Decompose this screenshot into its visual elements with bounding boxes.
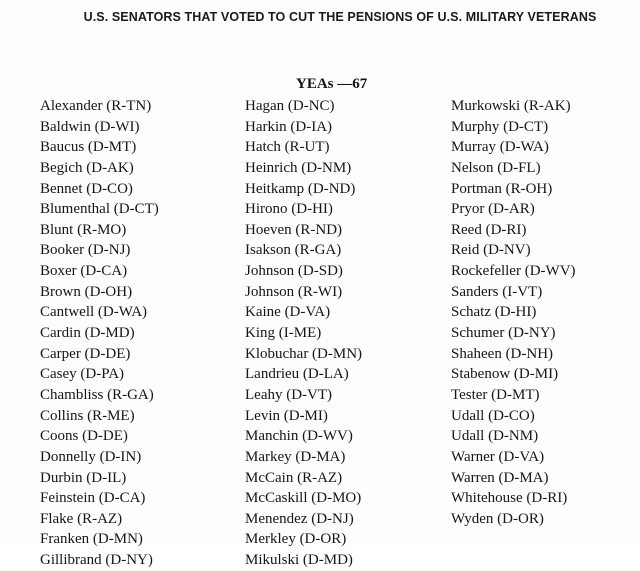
senator-entry: Cardin (D-MD) [40, 325, 135, 342]
senator-entry: Murkowski (R-AK) [451, 98, 571, 114]
senator-entry: Baucus (D-MT) [40, 139, 137, 156]
senator-entry: Mikulski (D-MD) [245, 552, 353, 569]
senator-entry: Hirono (D-HI) [245, 201, 333, 218]
senator-entry: Murray (D-WA) [451, 139, 549, 156]
senator-entry: Heitkamp (D-ND) [245, 180, 356, 197]
senator-entry: Cantwell (D-WA) [40, 304, 148, 321]
senator-entry: Levin (D-MI) [245, 407, 328, 424]
senator-entry: Heinrich (D-NM) [245, 159, 352, 176]
document-title: U.S. SENATORS THAT VOTED TO CUT THE PENSIONS OF U.S. MILITARY VETERANS [83, 10, 597, 24]
senator-entry: Durbin (D-IL) [40, 469, 127, 486]
senator-entry: Donnelly (D-IN) [40, 448, 142, 465]
senator-entry: Stabenow (D-MI) [451, 366, 559, 383]
senator-entry: Sanders (I-VT) [451, 283, 543, 300]
senator-entry: Reid (D-NV) [451, 242, 531, 259]
senator-entry: Portman (R-OH) [451, 180, 553, 197]
senator-entry: Udall (D-CO) [451, 407, 535, 424]
senator-entry: Hoeven (R-ND) [245, 221, 343, 238]
senator-entry: Baldwin (D-WI) [40, 118, 140, 135]
senator-entry: Casey (D-PA) [40, 366, 125, 383]
senator-entry: Blumenthal (D-CT) [40, 201, 159, 218]
senator-entry: McCaskill (D-MO) [245, 490, 362, 507]
senator-entry: Menendez (D-NJ) [245, 510, 354, 527]
senator-entry: Carper (D-DE) [40, 345, 131, 362]
senator-entry: Leahy (D-VT) [245, 386, 333, 403]
senator-entry: Reed (D-RI) [451, 221, 527, 238]
senator-entry: Hagan (D-NC) [245, 98, 335, 114]
senator-entry: Booker (D-NJ) [40, 242, 131, 259]
senator-entry: Pryor (D-AR) [451, 201, 535, 218]
senator-entry: Landrieu (D-LA) [245, 366, 349, 383]
senator-entry: Manchin (D-WV) [245, 428, 353, 445]
senator-entry: Blunt (R-MO) [40, 221, 127, 238]
senator-entry: Coons (D-DE) [40, 428, 128, 445]
senator-entry: Wyden (D-OR) [451, 510, 544, 527]
senator-entry: Tester (D-MT) [451, 386, 540, 403]
senator-entry: Isakson (R-GA) [245, 242, 342, 259]
senator-entry: Bennet (D-CO) [40, 180, 133, 197]
senator-column-3 [451, 96, 576, 529]
senator-entry: Harkin (D-IA) [245, 118, 333, 135]
senator-entry: Flake (R-AZ) [40, 510, 123, 527]
senator-entry: Alexander (R-TN) [40, 98, 152, 114]
senator-entry: Shaheen (D-NH) [451, 345, 554, 362]
senator-entry: Franken (D-MN) [40, 531, 143, 548]
senator-column-2 [245, 96, 362, 571]
senator-entry: Begich (D-AK) [40, 159, 134, 176]
senator-entry: Boxer (D-CA) [40, 263, 128, 280]
senator-entry: Hatch (R-UT) [245, 139, 330, 156]
senator-entry: Johnson (R-WI) [245, 283, 343, 300]
senator-entry: Rockefeller (D-WV) [451, 263, 576, 280]
senator-entry: Kaine (D-VA) [245, 304, 331, 321]
senator-entry: Warren (D-MA) [451, 469, 549, 486]
senator-entry: Chambliss (R-GA) [40, 386, 154, 403]
senator-entry: Markey (D-MA) [245, 448, 346, 465]
senator-entry: Schatz (D-HI) [451, 304, 537, 321]
senator-entry: Whitehouse (D-RI) [451, 490, 568, 507]
senator-entry: Klobuchar (D-MN) [245, 345, 363, 362]
senator-entry: Merkley (D-OR) [245, 531, 347, 548]
senator-column-1 [40, 96, 159, 571]
senator-entry: Warner (D-VA) [451, 448, 545, 465]
senator-entry: Nelson (D-FL) [451, 159, 541, 176]
senator-entry: Udall (D-NM) [451, 428, 539, 445]
senator-entry: Schumer (D-NY) [451, 325, 556, 342]
senator-entry: King (I-ME) [245, 325, 322, 342]
senator-entry: Collins (R-ME) [40, 407, 135, 424]
senator-entry: Murphy (D-CT) [451, 118, 549, 135]
senator-entry: Gillibrand (D-NY) [40, 552, 153, 569]
yeas-heading: YEAs —67 [296, 76, 368, 92]
senator-entry: Johnson (D-SD) [245, 263, 343, 280]
senator-entry: Feinstein (D-CA) [40, 490, 146, 507]
senator-entry: Brown (D-OH) [40, 283, 133, 300]
senator-entry: McCain (R-AZ) [245, 469, 343, 486]
